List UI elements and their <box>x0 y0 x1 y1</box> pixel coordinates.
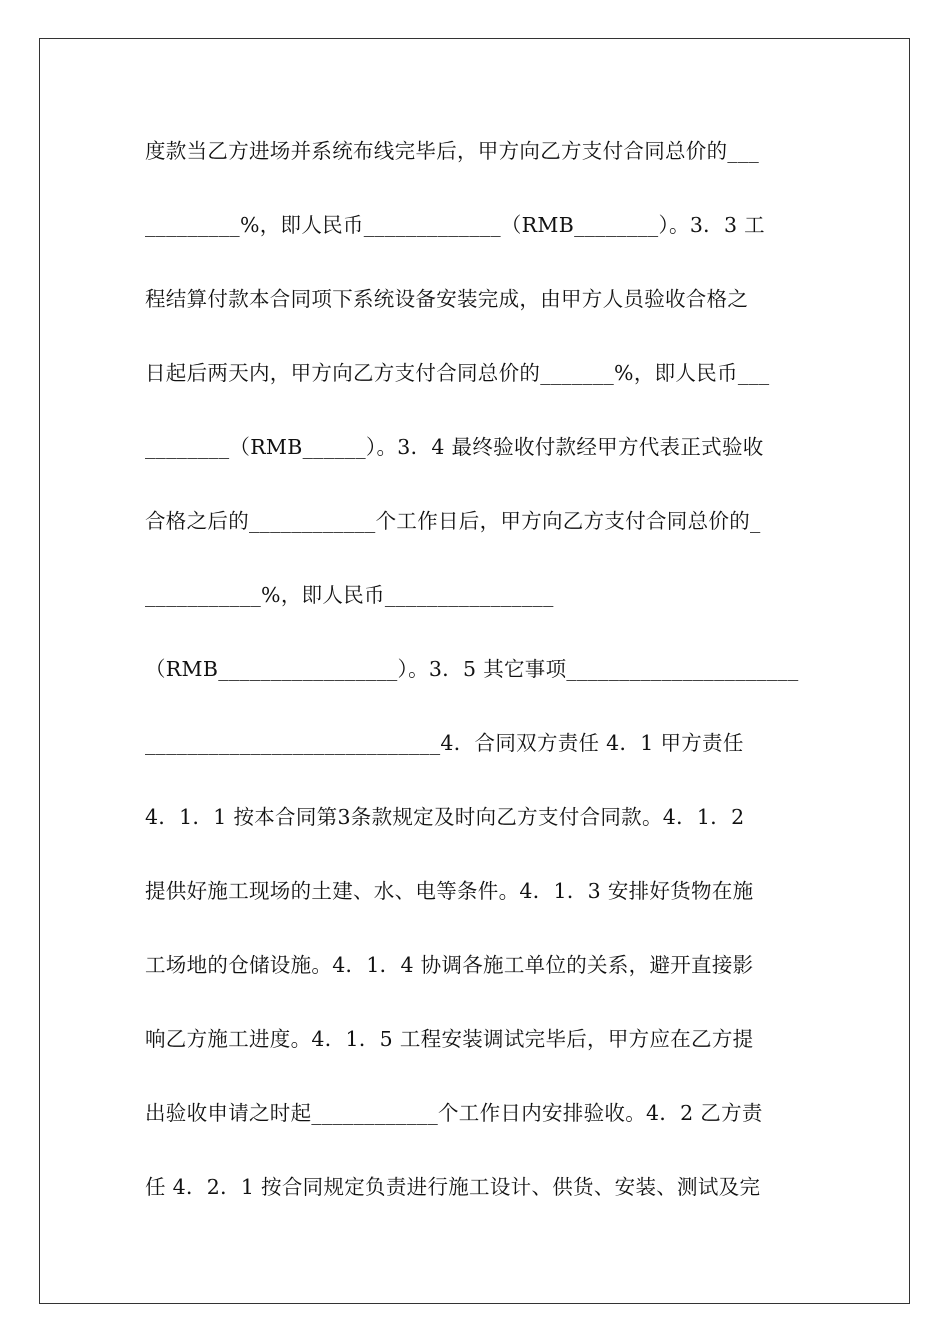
text-line: 任 4．2．1 按合同规定负责进行施工设计、供货、安装、测试及完 <box>145 1175 761 1199</box>
text-line: 度款当乙方进场并系统布线完毕后，甲方向乙方支付合同总价的___ <box>145 139 760 163</box>
text-line: 出验收申请之时起____________个工作日内安排验收。4．2 乙方责 <box>145 1101 763 1125</box>
text-line: 提供好施工现场的土建、水、电等条件。4．1．3 安排好货物在施 <box>145 879 754 903</box>
text-line: 日起后两天内，甲方向乙方支付合同总价的_______%，即人民币___ <box>145 361 770 385</box>
text-line: 4．1．1 按本合同第3条款规定及时向乙方支付合同款。4．1．2 <box>145 805 745 829</box>
text-line: 工场地的仓储设施。4．1．4 协调各施工单位的关系，避开直接影 <box>145 953 754 977</box>
text-line: _________%，即人民币_____________（RMB________）。3．3 工 <box>145 213 765 237</box>
text-line: ___________%，即人民币________________ <box>145 583 554 607</box>
document-body <box>145 131 815 1241</box>
text-line: 响乙方施工进度。4．1．5 工程安装调试完毕后，甲方应在乙方提 <box>145 1027 754 1051</box>
text-line: 合格之后的____________个工作日后，甲方向乙方支付合同总价的_ <box>145 509 761 533</box>
text-line: ________（RMB______）。3．4 最终验收付款经甲方代表正式验收 <box>145 435 764 459</box>
text-line: ____________________________4．合同双方责任 4．1 甲方责任 <box>145 731 744 755</box>
text-line: （RMB_________________）。3．5 其它事项______________________ <box>145 657 799 681</box>
text-line: 程结算付款本合同项下系统设备安装完成，由甲方人员验收合格之 <box>145 287 749 311</box>
